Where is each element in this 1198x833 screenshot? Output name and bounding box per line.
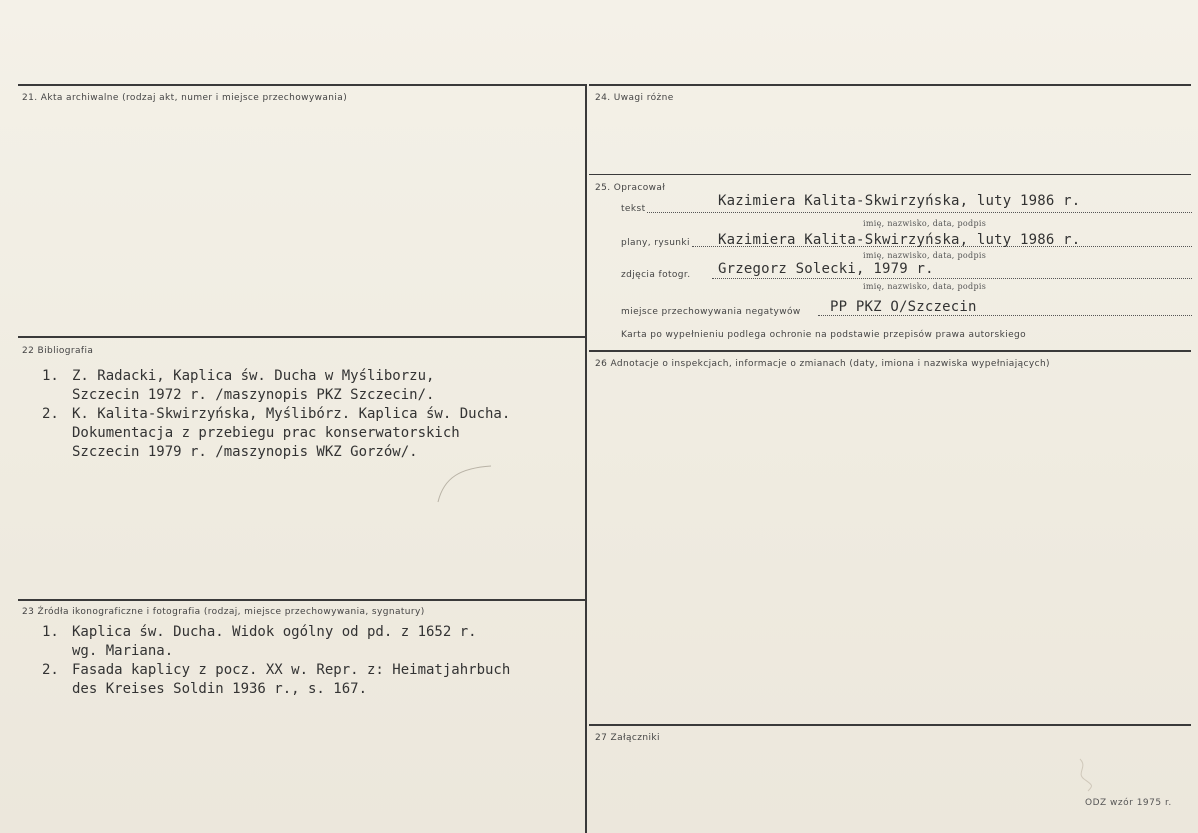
photos-author-hint: imię, nazwisko, data, podpis [863,282,987,291]
section-27-label: 27 Załączniki [595,733,660,743]
rule-26 [589,350,1191,352]
source-item [42,661,510,699]
drawings-author-value: Kazimiera Kalita-Skwirzyńska, luty 1986 r. [718,232,1081,248]
text-author-label: tekst [621,204,646,214]
negatives-location-value: PP PKZ O/Szczecin [830,299,977,315]
section-23-label: 23 Źródła ikonograficzne i fotografia (rodzaj, miejsce przechowywania, sygnatury) [22,607,425,617]
item-number: 2. [42,662,59,678]
text-author-line [647,212,1192,213]
item-text: Z. Radacki, Kaplica św. Ducha w Myśliborzu, Szczecin 1972 r. /maszynopis PKZ Szczecin/. [72,368,435,403]
bibliography-item [42,405,510,462]
item-number: 2. [42,406,59,422]
item-text: Fasada kaplicy z pocz. XX w. Repr. z: Heimatjahrbuch des Kreises Soldin 1936 r., s. 167. [72,662,511,697]
source-item [42,623,510,661]
photos-author-label: zdjęcia fotogr. [621,270,691,280]
photos-author-value: Grzegorz Solecki, 1979 r. [718,261,934,277]
item-number: 1. [42,368,59,384]
form-version-footer: ODZ wzór 1975 r. [1085,798,1172,808]
sources-list [42,623,510,699]
drawings-author-hint: imię, nazwisko, data, podpis [863,251,987,260]
bibliography-item [42,367,510,405]
pencil-mark [436,462,496,507]
copyright-note: Karta po wypełnieniu podlega ochronie na podstawie przepisów prawa autorskiego [621,330,1027,340]
section-24-label: 24. Uwagi różne [595,93,674,103]
text-author-value: Kazimiera Kalita-Skwirzyńska, luty 1986 r. [718,193,1081,209]
negatives-location-label: miejsce przechowywania negatywów [621,307,801,317]
photos-author-line [712,278,1192,279]
center-divider [585,84,587,833]
bibliography-list [42,367,510,462]
rule-22 [18,336,586,338]
text-author-hint: imię, nazwisko, data, podpis [863,219,987,228]
pencil-scribble [1070,755,1110,795]
section-22-label: 22 Bibliografia [22,346,94,356]
rule-23 [18,599,586,601]
rule-27 [589,724,1191,726]
negatives-location-line [818,315,1192,316]
drawings-author-label: plany, rysunki [621,238,690,248]
item-text: Kaplica św. Ducha. Widok ogólny od pd. z 1652 r. wg. Mariana. [72,624,477,659]
section-21-label: 21. Akta archiwalne (rodzaj akt, numer i miejsce przechowywania) [22,93,348,103]
item-number: 1. [42,624,59,640]
section-25-label: 25. Opracował [595,183,666,193]
section-26-label: 26 Adnotacje o inspekcjach, informacje o zmianach (daty, imiona i nazwiska wypełniających) [595,359,1050,369]
top-rule-left [18,84,586,86]
item-text: K. Kalita-Skwirzyńska, Myślibórz. Kaplica św. Ducha. Dokumentacja z przebiegu prac konserwatorskich Szczecin 1979 r. /maszynopis WKZ Gorzów/. [72,406,511,460]
rule-25 [589,174,1191,175]
top-rule-right [589,84,1191,86]
